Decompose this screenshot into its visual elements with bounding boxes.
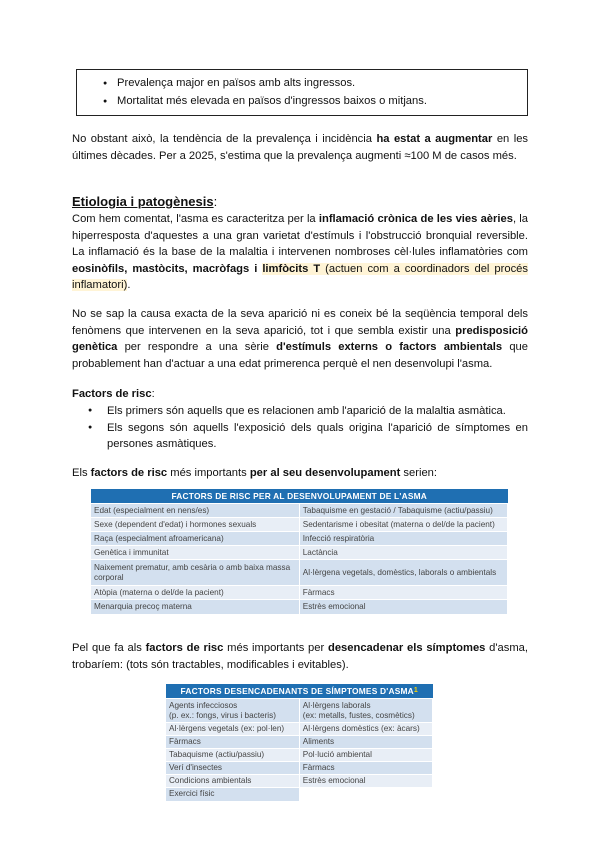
table-cell: Menarquia precoç materna: [91, 600, 299, 614]
bold-run: factors de risc: [145, 642, 224, 654]
table-row: [166, 736, 433, 749]
table-cell: Genètica i immunitat: [91, 546, 299, 560]
bold-run: d'estímuls externs o factors ambientals: [276, 341, 503, 354]
table-cell: Agents infecciosos (p. ex.: fongs, virus i bacteris): [166, 699, 299, 723]
table-cell: Estrès emocional: [299, 775, 432, 788]
risk-heading-suffix: :: [151, 388, 155, 400]
section-title: [72, 194, 217, 211]
table-cell: Lactància: [299, 546, 507, 560]
table-row: [91, 546, 508, 560]
table-cell: Estrès emocional: [299, 600, 507, 614]
text-run: que probablement han d'actuar a una edat primerenca perquè el nen desenvolupi l'asma.: [72, 341, 528, 370]
table-cell: Al·lèrgens laborals (ex: metalls, fustes, cosmètics): [299, 699, 432, 723]
table-cell: Atòpia (materna o del/de la pacient): [91, 586, 299, 600]
table-cell: Sedentarisme i obesitat (materna o del/de la pacient): [299, 518, 507, 532]
highlight-bold-run: limfòcits T: [262, 262, 321, 275]
table-cell: Raça (especialment afroamericana): [91, 532, 299, 546]
table-row: [166, 775, 433, 788]
table-cell: Fàrmacs: [299, 762, 432, 775]
section-title-suffix: :: [213, 194, 218, 209]
table-row: [166, 762, 433, 775]
bold-run: per al seu desenvolupament: [249, 467, 401, 479]
text-run: d'asma, trobaríem: (tots són tractables, modificables i evitables).: [72, 642, 529, 671]
table-cell: Al·lèrgens domèstics (ex: àcars): [299, 723, 432, 736]
table-cell: Fàrmacs: [299, 586, 507, 600]
text-run: en les últimes dècades. Per a 2025, s'estima que la prevalença augmenti ≈100 M de casos més.: [72, 133, 529, 162]
bold-run: desencadenar els símptomes: [328, 642, 486, 654]
table-header-text: FACTORS DESENCADENANTS DE SÍMPTOMES D'ASMA: [180, 686, 414, 696]
table-cell: Exercici físic: [166, 788, 299, 801]
prevalence-list: [103, 75, 517, 110]
table-cell: Condicions ambientals: [166, 775, 299, 788]
table-header: FACTORS DE RISC PER AL DESENVOLUPAMENT DE L'ASMA: [91, 489, 508, 504]
table-cell: Tabaquisme (actiu/passiu): [166, 749, 299, 762]
bold-run: eosinòfils, mastòcits, macròfags i: [72, 262, 263, 275]
table1-intro: [72, 465, 528, 482]
prevalence-item: ● Mortalitat més elevada en països d'ingressos baixos o mitjans.: [103, 93, 517, 111]
text-run: .: [127, 279, 131, 292]
table-cell: Al·lèrgena vegetals, domèstics, laborals o ambientals: [299, 560, 507, 586]
text-run: Com hem comentat, l'asma es caracteritza per la: [72, 213, 319, 225]
bold-run: ha estat a augmentar: [376, 133, 493, 145]
text-run: No se sap la causa exacta de la seva aparició ni es coneix bé la seqüència temporal dels fenòmens que intervenen en la seva aparició, tot i que sembla existir una: [72, 308, 528, 337]
text-run: més importants per: [223, 642, 328, 654]
text-run: No obstant això, la tendència de la prevalença i incidència: [72, 133, 377, 145]
table-cell: Naixement prematur, amb cesària o amb baixa massa corporal: [91, 560, 299, 586]
etiology-paragraph: [72, 211, 528, 294]
text-run: més importants: [167, 467, 250, 479]
table-row: [166, 723, 433, 736]
bold-run: predisposició genètica: [72, 324, 528, 354]
table-row: [91, 600, 508, 614]
table-row: [166, 788, 433, 801]
table-cell: Tabaquisme en gestació / Tabaquisme (actiu/passiu): [299, 504, 507, 518]
text-run: Pel que fa als: [72, 642, 146, 654]
prevalence-item: ● Prevalença major en països amb alts ingressos.: [103, 75, 517, 93]
table-cell: Edat (especialment en nens/es): [91, 504, 299, 518]
risk-heading-label: Factors de risc: [72, 388, 152, 400]
text-run: serien:: [400, 467, 437, 479]
bold-run: factors de risc: [90, 467, 168, 479]
table-row: [91, 560, 508, 586]
table2-intro: [72, 640, 528, 673]
table-row: [91, 532, 508, 546]
bold-run: inflamació crònica de les vies aèries: [318, 213, 513, 225]
table-row: [91, 586, 508, 600]
table-cell: Fàrmacs: [166, 736, 299, 749]
table-row: [166, 699, 433, 723]
table-row: [91, 518, 508, 532]
table-header: [166, 684, 433, 699]
section-title-text: Etiologia i patogènesis: [72, 194, 214, 209]
table-row: [91, 504, 508, 518]
prevalence-box: [76, 69, 528, 116]
risk-heading: [72, 386, 528, 403]
text-run: per respondre a una sèrie: [117, 341, 277, 354]
footnote-mark: 1: [413, 687, 419, 694]
text-run: Els: [72, 467, 91, 479]
table-cell-empty: [299, 788, 432, 801]
cause-paragraph: [72, 306, 528, 372]
text-run: , la hiperresposta d'aquestes a una gran varietat d'estímuls i l'obstrucció bronquial reversible. La inflamació és la base de la malaltia i intervenen nombroses cèl·lules inflamatòries com: [72, 213, 528, 259]
table-cell: Verí d'insectes: [166, 762, 299, 775]
table-cell: Infecció respiratòria: [299, 532, 507, 546]
symptom-triggers-table: [166, 684, 433, 801]
table-cell: Sexe (dependent d'edat) i hormones sexuals: [91, 518, 299, 532]
table-row: [166, 749, 433, 762]
risk-development-table: [91, 489, 508, 614]
risk-list: [88, 403, 528, 453]
table-cell: Aliments: [299, 736, 432, 749]
highlight-run: (actuen com a coordinadors del procés inflamatori): [72, 262, 528, 292]
trend-paragraph: [72, 131, 528, 164]
table-cell: Pol·lució ambiental: [299, 749, 432, 762]
risk-item: ● Els primers són aquells que es relacionen amb l'aparició de la malaltia asmàtica.: [88, 403, 528, 420]
risk-item: ● Els segons són aquells l'exposició dels quals origina l'aparició de símptomes en persones asmàtiques.: [88, 420, 528, 453]
table-cell: Al·lèrgens vegetals (ex: pol·len): [166, 723, 299, 736]
